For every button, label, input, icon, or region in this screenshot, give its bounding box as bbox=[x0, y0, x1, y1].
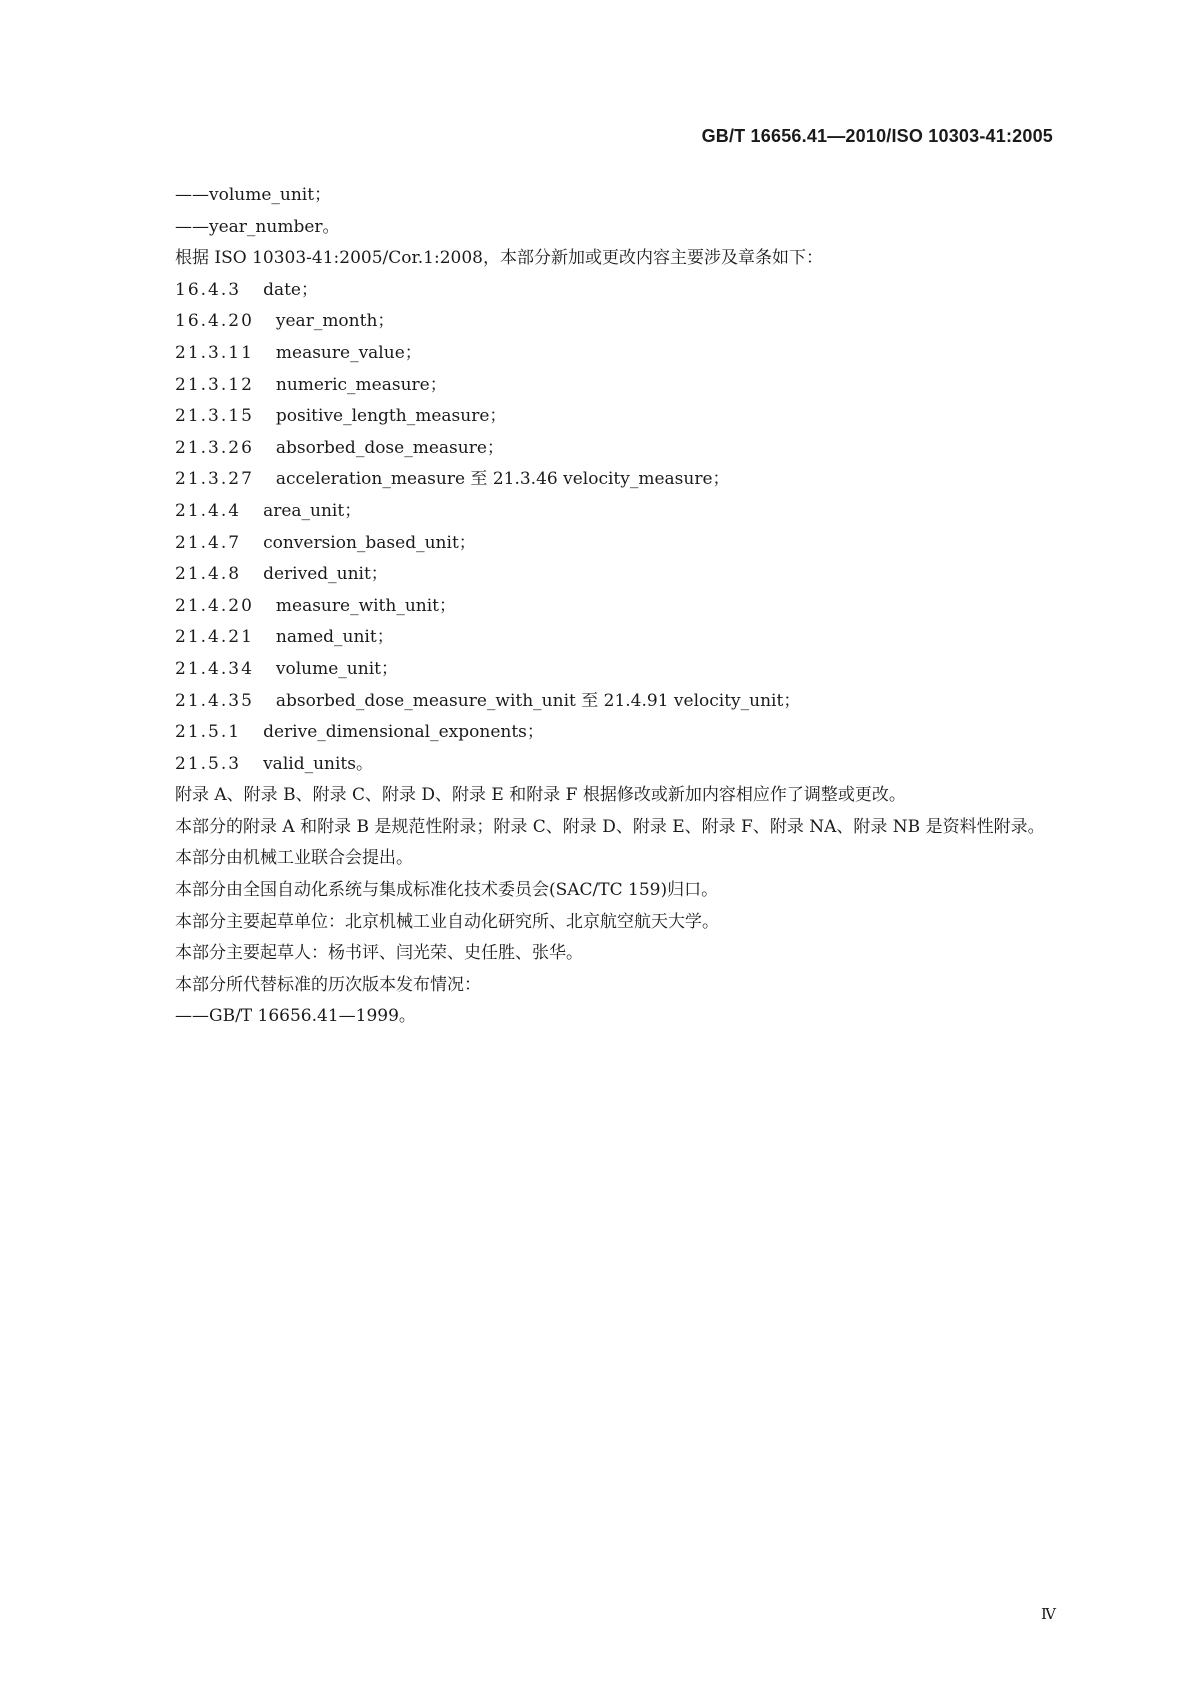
appendix-adjustment-paragraph: 附录 A、附录 B、附录 C、附录 D、附录 E 和附录 F 根据修改或新加内容相应作了调整或更改。 bbox=[175, 785, 906, 806]
clause-text: acceleration_measure 至 21.3.46 velocity_measure； bbox=[275, 469, 730, 490]
clause-item bbox=[120, 749, 1060, 781]
clause-item bbox=[120, 433, 1060, 465]
clause-number: 16.4.20 bbox=[175, 311, 254, 332]
clause-number: 21.3.11 bbox=[175, 342, 254, 363]
clause-text: volume_unit； bbox=[275, 658, 398, 679]
clause-text: conversion_based_unit； bbox=[263, 532, 476, 553]
technical-committee-paragraph: 本部分由全国自动化系统与集成标准化技术委员会(SAC/TC 159)归口。 bbox=[175, 880, 719, 901]
clause-item bbox=[120, 370, 1060, 402]
clause-item bbox=[120, 306, 1060, 338]
clause-text: date； bbox=[263, 279, 318, 300]
clause-text: valid_units。 bbox=[263, 753, 373, 774]
clause-number: 21.4.34 bbox=[175, 658, 254, 679]
clause-text: derived_unit； bbox=[263, 564, 388, 585]
clause-item bbox=[120, 559, 1060, 591]
clause-number: 21.3.15 bbox=[175, 406, 254, 427]
dash-item-previous-edition: ——GB/T 16656.41—1999。 bbox=[175, 1006, 416, 1027]
clause-text: absorbed_dose_measure； bbox=[275, 437, 504, 458]
drafters-paragraph: 本部分主要起草人：杨书评、闫光荣、史任胜、张华。 bbox=[175, 943, 583, 964]
clause-text: year_month； bbox=[275, 311, 395, 332]
clause-item bbox=[120, 654, 1060, 686]
intro-sentence: 根据 ISO 10303-41:2005/Cor.1:2008，本部分新加或更改内容主要涉及章条如下： bbox=[175, 248, 823, 269]
drafting-units-paragraph: 本部分主要起草单位：北京机械工业自动化研究所、北京航空航天大学。 bbox=[175, 911, 719, 932]
clause-item bbox=[120, 528, 1060, 560]
clause-item bbox=[120, 686, 1060, 718]
proposer-paragraph: 本部分由机械工业联合会提出。 bbox=[175, 848, 413, 869]
clause-number: 21.4.20 bbox=[175, 595, 254, 616]
clause-item bbox=[120, 275, 1060, 307]
clause-number: 16.4.3 bbox=[175, 279, 242, 300]
previous-editions-paragraph: 本部分所代替标准的历次版本发布情况： bbox=[175, 974, 481, 995]
clause-item bbox=[120, 496, 1060, 528]
clause-text: measure_value； bbox=[275, 342, 422, 363]
appendix-classification-paragraph: 本部分的附录 A 和附录 B 是规范性附录；附录 C、附录 D、附录 E、附录 F、附录 NA、附录 NB 是资料性附录。 bbox=[175, 816, 1045, 837]
clause-number: 21.3.27 bbox=[175, 469, 254, 490]
clause-number: 21.4.21 bbox=[175, 627, 254, 648]
clause-number: 21.4.8 bbox=[175, 564, 242, 585]
page-number: Ⅳ bbox=[1041, 1605, 1056, 1623]
clause-text: measure_with_unit； bbox=[275, 595, 457, 616]
clause-text: named_unit； bbox=[275, 627, 394, 648]
clause-item bbox=[120, 591, 1060, 623]
clause-text: derive_dimensional_exponents； bbox=[263, 722, 544, 743]
clause-number: 21.4.35 bbox=[175, 690, 254, 711]
clause-item bbox=[120, 622, 1060, 654]
clause-number: 21.5.1 bbox=[175, 722, 242, 743]
clause-number: 21.4.7 bbox=[175, 532, 242, 553]
standard-code-header: GB/T 16656.41—2010/ISO 10303-41:2005 bbox=[701, 126, 1053, 146]
clause-number: 21.4.4 bbox=[175, 500, 242, 521]
clause-text: numeric_measure； bbox=[275, 374, 447, 395]
document-body bbox=[120, 180, 1060, 1033]
clause-number: 21.3.26 bbox=[175, 437, 254, 458]
clause-text: positive_length_measure； bbox=[275, 406, 507, 427]
clause-item bbox=[120, 401, 1060, 433]
clause-item bbox=[120, 338, 1060, 370]
clause-number: 21.5.3 bbox=[175, 753, 242, 774]
clause-text: absorbed_dose_measure_with_unit 至 21.4.91 velocity_unit； bbox=[275, 690, 801, 711]
clause-item bbox=[120, 464, 1060, 496]
clause-item bbox=[120, 717, 1060, 749]
clause-number: 21.3.12 bbox=[175, 374, 254, 395]
dash-item-year-number: ——year_number。 bbox=[175, 216, 340, 237]
clause-text: area_unit； bbox=[263, 500, 362, 521]
dash-item-volume-unit: ——volume_unit； bbox=[175, 185, 332, 205]
